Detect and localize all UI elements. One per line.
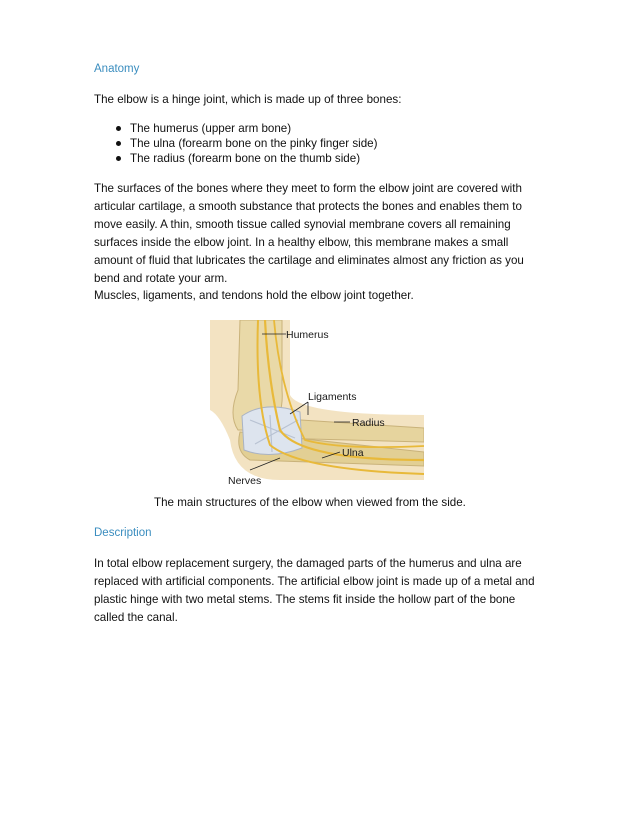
- cartilage-paragraph: The surfaces of the bones where they meet to form the elbow joint are covered with articular cartilage, a smooth substance that protects the bones and enables them to move easily. A thin, smooth tissue called synovial membrane covers all remaining surfaces inside the elbow joint. In a healthy elbow, this membrane makes a small amount of fluid that lubricates the cartilage and eliminates almost any friction as you bend and rotate your arm.: [94, 182, 524, 285]
- description-paragraph: In total elbow replacement surgery, the damaged parts of the humerus and ulna are replaced with artificial components. The artificial elbow joint is made up of a metal and plastic hinge with two metal stems. The stems fit inside the hollow part of the bone called the canal.: [94, 557, 535, 624]
- radius-label: Radius: [352, 417, 385, 429]
- elbow-illustration: [210, 320, 424, 490]
- ulna-label: Ulna: [342, 447, 364, 459]
- bullet-icon: [116, 141, 121, 146]
- bones-list: [94, 121, 377, 166]
- ligaments-paragraph: Muscles, ligaments, and tendons hold the elbow joint together.: [94, 289, 414, 302]
- anatomy-intro: The elbow is a hinge joint, which is made up of three bones:: [94, 93, 402, 106]
- anatomy-heading: Anatomy: [94, 63, 140, 75]
- list-item: The humerus (upper arm bone): [94, 121, 377, 136]
- nerves-label: Nerves: [228, 475, 262, 487]
- figure-caption: The main structures of the elbow when viewed from the side.: [154, 496, 466, 509]
- list-item: The ulna (forearm bone on the pinky finger side): [94, 136, 377, 151]
- description-heading: Description: [94, 527, 152, 539]
- list-item: The radius (forearm bone on the thumb side): [94, 151, 377, 166]
- bullet-icon: [116, 156, 121, 161]
- ligaments-label: Ligaments: [308, 391, 357, 403]
- bullet-icon: [116, 126, 121, 131]
- humerus-label: Humerus: [286, 329, 329, 341]
